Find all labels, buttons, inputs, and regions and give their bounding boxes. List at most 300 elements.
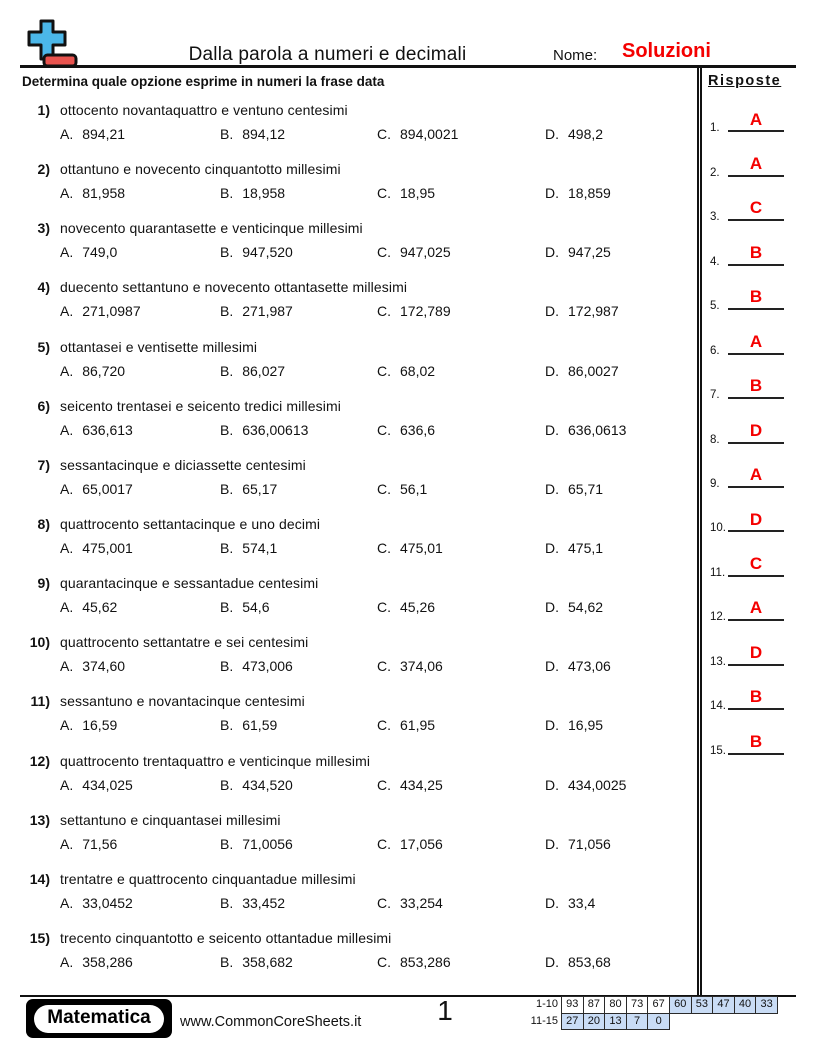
option-letter: D. bbox=[545, 599, 559, 616]
option-value: 636,6 bbox=[400, 421, 436, 438]
score-cell: 60 bbox=[669, 996, 692, 1014]
option-value: 475,1 bbox=[568, 539, 604, 556]
option-value: 434,0025 bbox=[568, 776, 627, 793]
answer-option bbox=[60, 185, 220, 201]
option-letter: D. bbox=[545, 717, 559, 734]
option-letter: C. bbox=[377, 717, 391, 734]
question-block bbox=[0, 812, 697, 871]
question-number: 13) bbox=[29, 811, 50, 828]
question-block bbox=[0, 693, 697, 752]
option-value: 86,027 bbox=[242, 362, 286, 379]
question-number: 14) bbox=[29, 870, 50, 887]
option-value: 636,613 bbox=[82, 421, 133, 438]
option-value: 574,1 bbox=[242, 539, 278, 556]
question-text: quattrocento trentaquattro e venticinque millesimi bbox=[60, 752, 371, 769]
answer-option bbox=[377, 244, 545, 260]
options-row bbox=[60, 954, 693, 970]
answer-item bbox=[702, 407, 814, 451]
option-letter: C. bbox=[377, 303, 391, 320]
answer-option bbox=[377, 836, 545, 852]
option-letter: A. bbox=[60, 894, 74, 911]
answer-option bbox=[545, 836, 693, 852]
question-number: 12) bbox=[29, 752, 50, 769]
question-block bbox=[0, 457, 697, 516]
question-block bbox=[0, 102, 697, 161]
minus-icon bbox=[44, 55, 76, 66]
option-letter: C. bbox=[377, 362, 391, 379]
option-letter: D. bbox=[545, 894, 559, 911]
answer-blank-line bbox=[728, 555, 784, 577]
answer-option bbox=[545, 658, 693, 674]
brand-badge bbox=[26, 999, 172, 1038]
brand-label: Matematica bbox=[34, 1005, 164, 1033]
score-cell: 80 bbox=[604, 996, 627, 1014]
option-letter: D. bbox=[545, 303, 559, 320]
option-value: 853,68 bbox=[568, 953, 611, 970]
option-value: 947,025 bbox=[400, 244, 451, 261]
question-number: 3) bbox=[37, 220, 50, 237]
answer-option bbox=[377, 363, 545, 379]
score-cell: 33 bbox=[755, 996, 778, 1014]
question-block bbox=[0, 634, 697, 693]
answer-option bbox=[377, 126, 545, 142]
score-cell: 93 bbox=[561, 996, 584, 1014]
option-value: 71,0056 bbox=[242, 835, 293, 852]
option-letter: C. bbox=[377, 835, 391, 852]
question-number: 7) bbox=[37, 456, 50, 473]
answer-option bbox=[60, 540, 220, 556]
question-text: ottantasei e ventisette millesimi bbox=[60, 338, 258, 355]
option-value: 33,0452 bbox=[82, 894, 133, 911]
option-letter: D. bbox=[545, 362, 559, 379]
answer-number: 11. bbox=[710, 566, 726, 579]
option-letter: B. bbox=[220, 599, 234, 616]
answer-option bbox=[545, 185, 693, 201]
answer-option bbox=[60, 777, 220, 793]
score-cell: 40 bbox=[734, 996, 757, 1014]
answer-letter: A bbox=[749, 109, 763, 129]
answer-option bbox=[220, 363, 377, 379]
answer-blank-line bbox=[728, 599, 784, 621]
options-row bbox=[60, 422, 693, 438]
answer-option bbox=[60, 658, 220, 674]
answer-blank-line bbox=[728, 199, 784, 221]
option-value: 271,0987 bbox=[82, 303, 141, 320]
options-row bbox=[60, 481, 693, 497]
option-letter: B. bbox=[220, 953, 234, 970]
answer-blank-line bbox=[728, 288, 784, 310]
option-letter: C. bbox=[377, 776, 391, 793]
answer-number: 9. bbox=[710, 477, 720, 490]
option-value: 86,0027 bbox=[568, 362, 619, 379]
answer-letter: A bbox=[749, 598, 763, 618]
question-number: 4) bbox=[37, 279, 50, 296]
option-value: 65,71 bbox=[568, 480, 604, 497]
answer-option bbox=[377, 895, 545, 911]
option-value: 56,1 bbox=[400, 480, 428, 497]
answers-column-title: Risposte bbox=[708, 73, 782, 89]
answer-option bbox=[377, 540, 545, 556]
option-value: 65,17 bbox=[242, 480, 278, 497]
option-value: 18,859 bbox=[568, 185, 611, 202]
option-value: 18,958 bbox=[242, 185, 286, 202]
option-letter: D. bbox=[545, 244, 559, 261]
header-divider bbox=[20, 65, 796, 68]
question-block bbox=[0, 398, 697, 457]
answer-option bbox=[60, 599, 220, 615]
question-number: 9) bbox=[37, 575, 50, 592]
option-letter: A. bbox=[60, 362, 74, 379]
option-value: 45,62 bbox=[82, 599, 118, 616]
answer-option bbox=[220, 599, 377, 615]
question-block bbox=[0, 575, 697, 634]
answer-option bbox=[545, 717, 693, 733]
answer-item bbox=[702, 540, 814, 584]
answer-letter: A bbox=[749, 154, 763, 174]
question-text: trecento cinquantotto e seicento ottantadue millesimi bbox=[60, 929, 392, 946]
option-value: 498,2 bbox=[568, 126, 604, 142]
question-number: 2) bbox=[37, 161, 50, 178]
option-letter: C. bbox=[377, 421, 391, 438]
answer-letter: A bbox=[749, 465, 763, 485]
options-row bbox=[60, 836, 693, 852]
option-value: 172,789 bbox=[400, 303, 451, 320]
option-letter: B. bbox=[220, 126, 234, 142]
answer-blank-line bbox=[728, 644, 784, 666]
option-letter: C. bbox=[377, 126, 391, 142]
answer-blank-line bbox=[728, 511, 784, 533]
answer-blank-line bbox=[728, 466, 784, 488]
question-number: 6) bbox=[37, 397, 50, 414]
question-number: 5) bbox=[37, 338, 50, 355]
option-value: 71,056 bbox=[568, 835, 611, 852]
option-value: 271,987 bbox=[242, 303, 293, 320]
options-row bbox=[60, 363, 693, 379]
options-row bbox=[60, 540, 693, 556]
answer-option bbox=[60, 895, 220, 911]
answer-option bbox=[545, 895, 693, 911]
options-row bbox=[60, 658, 693, 674]
answer-item bbox=[702, 585, 814, 629]
option-letter: A. bbox=[60, 658, 74, 675]
answer-item bbox=[702, 96, 814, 140]
option-letter: A. bbox=[60, 599, 74, 616]
answer-item bbox=[702, 185, 814, 229]
option-value: 894,12 bbox=[242, 126, 286, 142]
answer-option bbox=[545, 777, 693, 793]
answer-blank-line bbox=[728, 422, 784, 444]
answer-option bbox=[60, 363, 220, 379]
question-text: settantuno e cinquantasei millesimi bbox=[60, 811, 281, 828]
answer-option bbox=[60, 717, 220, 733]
option-value: 54,6 bbox=[242, 599, 270, 616]
answer-option bbox=[377, 658, 545, 674]
options-row bbox=[60, 777, 693, 793]
answer-letter: D bbox=[749, 420, 763, 440]
answer-option bbox=[220, 422, 377, 438]
question-block bbox=[0, 930, 697, 989]
question-block bbox=[0, 279, 697, 338]
option-letter: B. bbox=[220, 421, 234, 438]
option-letter: B. bbox=[220, 717, 234, 734]
option-letter: D. bbox=[545, 776, 559, 793]
answer-option bbox=[545, 422, 693, 438]
question-block bbox=[0, 220, 697, 279]
option-value: 33,452 bbox=[242, 894, 286, 911]
option-letter: A. bbox=[60, 776, 74, 793]
options-row bbox=[60, 185, 693, 201]
option-letter: C. bbox=[377, 185, 391, 202]
option-value: 18,95 bbox=[400, 185, 436, 202]
question-text: quattrocento settantacinque e uno decimi bbox=[60, 515, 321, 532]
option-value: 947,25 bbox=[568, 244, 611, 261]
option-letter: A. bbox=[60, 717, 74, 734]
option-letter: C. bbox=[377, 480, 391, 497]
answer-option bbox=[545, 540, 693, 556]
answer-option bbox=[220, 126, 377, 142]
answer-option bbox=[220, 658, 377, 674]
option-value: 16,95 bbox=[568, 717, 604, 734]
score-cell: 47 bbox=[712, 996, 735, 1014]
option-letter: D. bbox=[545, 185, 559, 202]
option-value: 54,62 bbox=[568, 599, 604, 616]
answer-number: 13. bbox=[710, 655, 726, 668]
page-number: 1 bbox=[437, 995, 453, 1026]
options-row bbox=[60, 126, 693, 142]
answer-option bbox=[545, 481, 693, 497]
options-row bbox=[60, 303, 693, 319]
question-text: seicento trentasei e seicento tredici millesimi bbox=[60, 397, 341, 414]
option-letter: A. bbox=[60, 421, 74, 438]
answer-number: 10. bbox=[710, 522, 726, 535]
options-row bbox=[60, 599, 693, 615]
option-value: 434,025 bbox=[82, 776, 133, 793]
score-cell: 87 bbox=[583, 996, 606, 1014]
option-value: 473,06 bbox=[568, 658, 611, 675]
answer-item bbox=[702, 718, 814, 762]
answer-number: 8. bbox=[710, 433, 720, 446]
answer-option bbox=[220, 481, 377, 497]
answer-letter: B bbox=[749, 287, 763, 307]
student-name-value: Soluzioni bbox=[622, 40, 711, 62]
answer-number: 5. bbox=[710, 300, 720, 313]
option-letter: C. bbox=[377, 244, 391, 261]
answer-option bbox=[545, 599, 693, 615]
answer-option bbox=[545, 363, 693, 379]
option-value: 86,720 bbox=[82, 362, 126, 379]
answer-item bbox=[702, 229, 814, 273]
option-value: 172,987 bbox=[568, 303, 619, 320]
option-value: 374,60 bbox=[82, 658, 126, 675]
answer-number: 1. bbox=[710, 122, 720, 135]
score-cell: 13 bbox=[604, 1013, 627, 1031]
answer-number: 2. bbox=[710, 166, 720, 179]
question-text: quarantacinque e sessantadue centesimi bbox=[60, 575, 319, 592]
option-value: 68,02 bbox=[400, 362, 436, 379]
option-letter: C. bbox=[377, 953, 391, 970]
score-row-label: 1-10 bbox=[535, 998, 558, 1010]
answer-option bbox=[377, 422, 545, 438]
option-letter: D. bbox=[545, 539, 559, 556]
answer-option bbox=[377, 303, 545, 319]
option-letter: B. bbox=[220, 362, 234, 379]
answer-blank-line bbox=[728, 333, 784, 355]
option-letter: A. bbox=[60, 953, 74, 970]
question-text: ottantuno e novecento cinquantotto millesimi bbox=[60, 161, 341, 178]
questions-list bbox=[0, 102, 697, 989]
option-letter: A. bbox=[60, 303, 74, 320]
answer-letter: B bbox=[749, 731, 763, 751]
question-number: 15) bbox=[29, 929, 50, 946]
answer-option bbox=[377, 481, 545, 497]
answer-option bbox=[377, 717, 545, 733]
score-cell: 27 bbox=[561, 1013, 584, 1031]
answer-letter: B bbox=[749, 687, 763, 707]
question-block bbox=[0, 516, 697, 575]
options-row bbox=[60, 244, 693, 260]
option-value: 636,0613 bbox=[568, 421, 627, 438]
option-value: 71,56 bbox=[82, 835, 118, 852]
plus-icon bbox=[29, 21, 65, 59]
option-value: 475,01 bbox=[400, 539, 443, 556]
question-text: quattrocento settantatre e sei centesimi bbox=[60, 634, 309, 651]
score-row bbox=[518, 996, 778, 1014]
answer-number: 4. bbox=[710, 255, 720, 268]
answer-blank-line bbox=[728, 733, 784, 755]
score-cell: 73 bbox=[626, 996, 649, 1014]
score-reference-grid bbox=[518, 996, 778, 1030]
answer-item bbox=[702, 274, 814, 318]
name-label: Nome: bbox=[553, 47, 598, 64]
answer-option bbox=[60, 126, 220, 142]
answer-option bbox=[220, 836, 377, 852]
option-value: 17,056 bbox=[400, 835, 443, 852]
option-letter: D. bbox=[545, 480, 559, 497]
answer-option bbox=[60, 954, 220, 970]
answer-letter: C bbox=[749, 553, 763, 573]
score-row-label: 11-15 bbox=[530, 1014, 558, 1027]
answer-blank-line bbox=[728, 155, 784, 177]
answer-item bbox=[702, 674, 814, 718]
options-row bbox=[60, 895, 693, 911]
answer-option bbox=[545, 126, 693, 142]
question-text: sessantacinque e diciassette centesimi bbox=[60, 456, 306, 473]
answer-option bbox=[60, 422, 220, 438]
option-value: 749,0 bbox=[82, 244, 118, 261]
option-letter: C. bbox=[377, 599, 391, 616]
answer-blank-line bbox=[728, 377, 784, 399]
answer-option bbox=[545, 954, 693, 970]
option-value: 33,254 bbox=[400, 894, 443, 911]
question-number: 8) bbox=[37, 515, 50, 532]
option-letter: B. bbox=[220, 244, 234, 261]
option-value: 434,520 bbox=[242, 776, 293, 793]
question-block bbox=[0, 753, 697, 812]
option-letter: B. bbox=[220, 776, 234, 793]
score-cell: 53 bbox=[691, 996, 714, 1014]
option-value: 65,0017 bbox=[82, 480, 133, 497]
answer-number: 7. bbox=[710, 389, 720, 402]
plus-minus-logo bbox=[27, 19, 79, 67]
question-text: novecento quarantasette e venticinque millesimi bbox=[60, 220, 363, 237]
website-url: www.CommonCoreSheets.it bbox=[180, 1014, 362, 1030]
question-number: 1) bbox=[37, 102, 50, 118]
answer-letter: B bbox=[749, 242, 763, 262]
option-letter: A. bbox=[60, 480, 74, 497]
option-letter: D. bbox=[545, 835, 559, 852]
answer-number: 14. bbox=[710, 700, 726, 713]
question-number: 10) bbox=[29, 634, 50, 651]
option-value: 358,682 bbox=[242, 953, 293, 970]
answer-letter: D bbox=[749, 509, 763, 529]
option-value: 894,21 bbox=[82, 126, 126, 142]
option-letter: D. bbox=[545, 421, 559, 438]
option-value: 434,25 bbox=[400, 776, 443, 793]
option-letter: D. bbox=[545, 658, 559, 675]
option-letter: B. bbox=[220, 658, 234, 675]
score-row bbox=[518, 1013, 778, 1031]
answer-option bbox=[220, 777, 377, 793]
option-letter: D. bbox=[545, 126, 559, 142]
answer-letter: D bbox=[749, 642, 763, 662]
option-letter: B. bbox=[220, 539, 234, 556]
answer-number: 3. bbox=[710, 211, 720, 224]
worksheet-title: Dalla parola a numeri e decimali bbox=[188, 44, 467, 65]
question-block bbox=[0, 161, 697, 220]
answer-item bbox=[702, 363, 814, 407]
answer-option bbox=[220, 185, 377, 201]
option-value: 947,520 bbox=[242, 244, 293, 261]
option-letter: B. bbox=[220, 480, 234, 497]
answer-item bbox=[702, 318, 814, 362]
option-value: 81,958 bbox=[82, 185, 126, 202]
answer-option bbox=[220, 895, 377, 911]
answers-list bbox=[702, 96, 814, 763]
option-letter: A. bbox=[60, 835, 74, 852]
answer-letter: B bbox=[749, 376, 763, 396]
option-letter: C. bbox=[377, 539, 391, 556]
score-cell: 7 bbox=[626, 1013, 649, 1031]
question-block bbox=[0, 871, 697, 930]
option-value: 473,006 bbox=[242, 658, 293, 675]
option-letter: A. bbox=[60, 126, 74, 142]
option-letter: B. bbox=[220, 894, 234, 911]
answer-item bbox=[702, 140, 814, 184]
option-value: 61,95 bbox=[400, 717, 436, 734]
answer-option bbox=[60, 836, 220, 852]
option-letter: A. bbox=[60, 539, 74, 556]
answer-number: 15. bbox=[710, 744, 726, 757]
option-value: 636,00613 bbox=[242, 421, 309, 438]
option-value: 16,59 bbox=[82, 717, 118, 734]
answer-option bbox=[377, 954, 545, 970]
option-value: 853,286 bbox=[400, 953, 451, 970]
answer-blank-line bbox=[728, 111, 784, 133]
answer-number: 12. bbox=[710, 611, 726, 624]
option-letter: D. bbox=[545, 953, 559, 970]
answer-option bbox=[545, 303, 693, 319]
answer-option bbox=[377, 777, 545, 793]
option-letter: A. bbox=[60, 185, 74, 202]
answer-option bbox=[377, 185, 545, 201]
option-value: 45,26 bbox=[400, 599, 436, 616]
question-text: duecento settantuno e novecento ottantasette millesimi bbox=[60, 279, 408, 296]
answer-option bbox=[220, 540, 377, 556]
answer-option bbox=[220, 954, 377, 970]
option-value: 894,0021 bbox=[400, 126, 459, 142]
answer-blank-line bbox=[728, 688, 784, 710]
question-number: 11) bbox=[30, 693, 50, 710]
